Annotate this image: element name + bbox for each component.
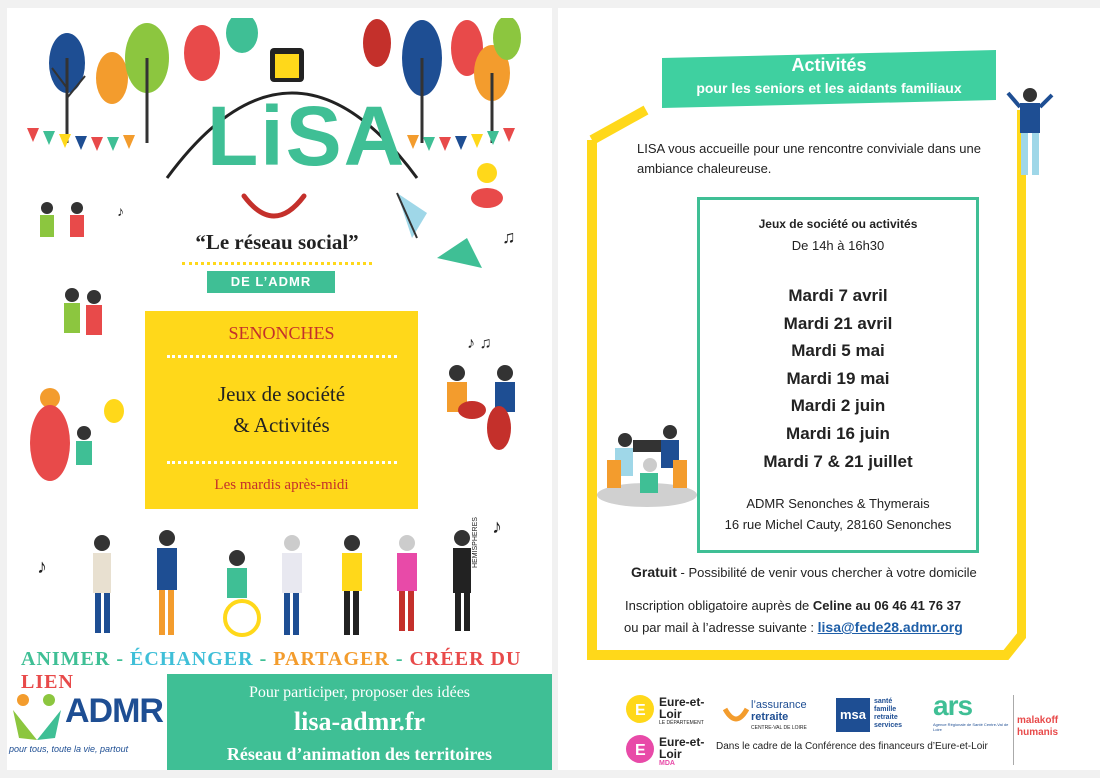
location-name: SENONCHES: [228, 323, 335, 343]
event-title: [145, 379, 418, 441]
event-yellow-box: [145, 311, 418, 509]
schedule-time: De 14h à 16h30: [791, 238, 885, 253]
banner-subtitle: pour les seniors et les aidants familiaux: [696, 80, 962, 96]
schedule-box: [697, 197, 979, 553]
activities-banner: [662, 50, 996, 108]
dancing-people-illustration: [37, 513, 507, 643]
motto-echanger: ÉCHANGER: [130, 648, 254, 670]
ars-logo: ars Agence Régionale de Santé Centre-Val de Loire: [933, 690, 1009, 732]
date-item: Mardi 7 & 21 juillet: [763, 451, 913, 471]
motto-animer: ANIMER: [21, 648, 111, 670]
email-line: [624, 619, 963, 635]
network-text: Réseau d’animation des territoires: [226, 744, 493, 764]
intro-text: LISA vous accueille pour une rencontre conviviale dans une ambiance chaleureuse.: [637, 141, 981, 176]
schedule-title: Jeux de société ou activités: [758, 217, 918, 231]
date-item: Mardi 21 avril: [783, 313, 893, 333]
admr-wordmark: ADMR: [65, 692, 163, 730]
signup-contact: Celine au 06 46 41 76 37: [812, 598, 962, 613]
motto-partager: PARTAGER: [273, 648, 390, 670]
venue-address: [700, 493, 976, 535]
dancing-couple-illustration: [52, 283, 122, 363]
event-when: Les mardis après-midi: [214, 477, 349, 493]
date-item: Mardi 19 mai: [786, 368, 890, 388]
malakoff-humanis-logo: malakoff humanis: [1017, 715, 1059, 738]
svg-text:♪ ♫: ♪ ♫: [467, 335, 492, 352]
logo-divider: [1013, 695, 1014, 765]
dotted-divider: [167, 461, 397, 464]
signup-line: [625, 598, 961, 613]
free-line: [631, 564, 977, 580]
de-ladmr-badge: DE L’ADMR: [207, 271, 335, 293]
admr-people-icon: [9, 690, 65, 742]
date-item: Mardi 16 juin: [786, 423, 890, 443]
illustrator-credit: HEMISPHERES: [472, 517, 479, 568]
msa-logo: msa santé famille retraite services: [836, 698, 916, 734]
motto-creer: CRÉER DU LIEN: [21, 648, 522, 693]
event-title-line2: & Activités: [233, 413, 330, 437]
banner-title: Activités: [791, 55, 867, 75]
svg-text:♪: ♪: [117, 203, 124, 219]
svg-text:♪: ♪: [37, 556, 47, 578]
dancing-man-illustration: [1005, 85, 1055, 185]
participate-text: Pour participer, proposer des idées: [248, 684, 471, 701]
eure-et-loir-text: Eure-et-Loir: [659, 695, 705, 721]
email-link[interactable]: lisa@fede28.admr.org: [817, 619, 963, 635]
eure-et-loir-mda-logo: E Eure-et-Loir MDA: [625, 734, 715, 766]
signup-text: Inscription obligatoire auprès de: [625, 598, 813, 613]
event-title-line1: Jeux de société: [217, 382, 346, 406]
reseau-social-tagline: “Le réseau social”: [195, 230, 359, 254]
footer-note: Dans le cadre de la Conférence des financeurs d’Eure-et-Loir: [716, 741, 988, 752]
mda-text: Eure-et-Loir: [659, 735, 705, 761]
motto-line: ANIMER - ÉCHANGER - PARTAGER - CRÉER DU LIEN: [21, 648, 522, 693]
date-item: Mardi 7 avril: [788, 286, 888, 305]
assurance-retraite-logo: l’assurance retraite CENTRE-VAL DE LOIRE: [723, 697, 823, 737]
assurance-retraite-icon: [723, 701, 749, 725]
free-label: Gratuit: [631, 564, 677, 580]
street-address: 16 rue Michel Cauty, 28160 Senonches: [724, 517, 952, 532]
lisa-logo-text: LiSA: [207, 89, 407, 183]
date-item: Mardi 5 mai: [791, 341, 885, 361]
date-item: Mardi 2 juin: [790, 396, 886, 416]
grandmother-child-illustration: [22, 383, 132, 493]
guitar-cello-illustration: [427, 328, 537, 468]
smile-icon: [239, 191, 309, 225]
venue-name: ADMR Senonches & Thymerais: [746, 496, 930, 511]
board-game-illustration: [595, 410, 700, 510]
relax-illustration: [387, 158, 517, 288]
musicians-illustration: [27, 198, 127, 258]
participation-bar: [167, 674, 552, 770]
lisa-logo: [207, 88, 406, 185]
website-link[interactable]: lisa-admr.fr: [293, 707, 426, 736]
email-text: ou par mail à l’adresse suivante :: [624, 620, 818, 635]
svg-text:♪: ♪: [492, 516, 502, 538]
msa-icon: msa: [836, 698, 870, 732]
eure-et-loir-logo: E Eure-et-Loir LE DÉPARTEMENT: [625, 694, 715, 726]
svg-text:E: E: [635, 742, 646, 759]
ars-wordmark: ars: [933, 690, 973, 721]
mda-icon: [625, 734, 655, 764]
svg-text:♫: ♫: [502, 227, 516, 247]
svg-text:E: E: [635, 702, 646, 719]
date-list: [700, 282, 976, 475]
free-text: - Possibilité de venir vous chercher à votre domicile: [676, 565, 977, 580]
eure-et-loir-icon: [625, 694, 655, 724]
dotted-divider: [182, 262, 372, 265]
admr-tagline: pour tous, toute la vie, partout: [9, 744, 129, 754]
admr-logo: [9, 690, 179, 760]
dotted-divider: [167, 355, 397, 358]
flyer-left-panel: [7, 8, 552, 770]
